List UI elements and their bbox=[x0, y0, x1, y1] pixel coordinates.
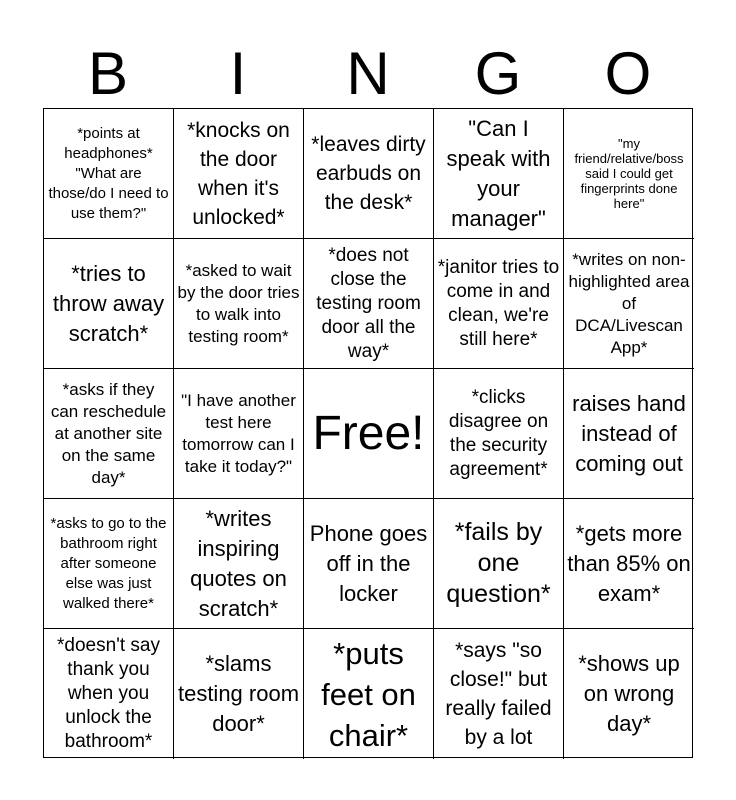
bingo-cell bbox=[174, 239, 304, 369]
bingo-cell-text: *doesn't say thank you when you unlock the bathroom* bbox=[57, 635, 160, 752]
bingo-cell-text: *leaves dirty earbuds on the desk* bbox=[311, 133, 426, 214]
bingo-cell bbox=[174, 499, 304, 629]
bingo-cell-text: *gets more than 85% on exam* bbox=[567, 520, 691, 606]
bingo-cell-text: *points at headphones* "What are those/do I need to use them?" bbox=[48, 124, 169, 222]
bingo-cell bbox=[44, 239, 174, 369]
bingo-cell-text: *clicks disagree on the security agreement* bbox=[448, 386, 549, 480]
bingo-cell-text: *does not close the testing room door all the way* bbox=[316, 244, 421, 362]
bingo-cell bbox=[304, 109, 434, 239]
bingo-card-grid bbox=[43, 108, 693, 758]
bingo-cell-text: *shows up on wrong day* bbox=[578, 651, 680, 736]
title-letter-o: O bbox=[604, 40, 652, 107]
bingo-cell-text: *janitor tries to come in and clean, we're still here* bbox=[437, 256, 560, 350]
title-letter-n: N bbox=[346, 40, 390, 107]
bingo-cell bbox=[434, 629, 564, 759]
bingo-cell bbox=[434, 239, 564, 369]
bingo-cell-text: "I have another test here tomorrow can I take it today?" bbox=[181, 390, 296, 476]
bingo-cell bbox=[174, 109, 304, 239]
bingo-cell bbox=[564, 629, 694, 759]
bingo-cell bbox=[304, 239, 434, 369]
bingo-cell bbox=[174, 629, 304, 759]
bingo-cell-text: Phone goes off in the locker bbox=[309, 520, 428, 606]
bingo-cell bbox=[564, 369, 694, 499]
free-space bbox=[304, 369, 434, 499]
bingo-cell-text: *asks if they can reschedule at another site on the same day* bbox=[50, 379, 167, 487]
bingo-cell bbox=[44, 369, 174, 499]
bingo-cell-text: *tries to throw away scratch* bbox=[52, 260, 165, 346]
bingo-cell-text: *asked to wait by the door tries to walk into testing room* bbox=[177, 260, 300, 346]
bingo-cell-text: *puts feet on chair* bbox=[321, 635, 416, 753]
bingo-cell-text: raises hand instead of coming out bbox=[572, 390, 686, 476]
bingo-cell-text: "my friend/relative/boss said I could get fingerprints done here" bbox=[574, 136, 684, 211]
bingo-cell bbox=[304, 629, 434, 759]
bingo-cell bbox=[564, 239, 694, 369]
bingo-cell bbox=[44, 109, 174, 239]
bingo-cell-text: *slams testing room door* bbox=[177, 651, 300, 736]
bingo-cell-text: *writes inspiring quotes on scratch* bbox=[190, 505, 287, 621]
title-letter-b: B bbox=[87, 40, 129, 107]
bingo-cell-text: "Can I speak with your manager" bbox=[446, 115, 551, 231]
bingo-cell bbox=[174, 369, 304, 499]
bingo-cell bbox=[434, 109, 564, 239]
bingo-cell-text: *fails by one question* bbox=[446, 518, 551, 608]
bingo-cell bbox=[304, 499, 434, 629]
bingo-cell bbox=[564, 499, 694, 629]
bingo-cell-text: *says "so close!" but really failed by a lot bbox=[445, 639, 552, 749]
bingo-title bbox=[43, 38, 693, 110]
title-letter-i: I bbox=[229, 40, 247, 107]
bingo-cell-text: *knocks on the door when it's unlocked* bbox=[187, 118, 290, 229]
bingo-cell bbox=[44, 499, 174, 629]
title-letter-g: G bbox=[474, 40, 522, 107]
bingo-cell bbox=[564, 109, 694, 239]
bingo-cell bbox=[434, 369, 564, 499]
bingo-cell bbox=[434, 499, 564, 629]
free-space-text: Free! bbox=[312, 406, 425, 460]
bingo-cell bbox=[44, 629, 174, 759]
bingo-cell-text: *asks to go to the bathroom right after someone else was just walked there* bbox=[50, 514, 167, 612]
bingo-cell-text: *writes on non-highlighted area of DCA/Livescan App* bbox=[568, 249, 690, 357]
